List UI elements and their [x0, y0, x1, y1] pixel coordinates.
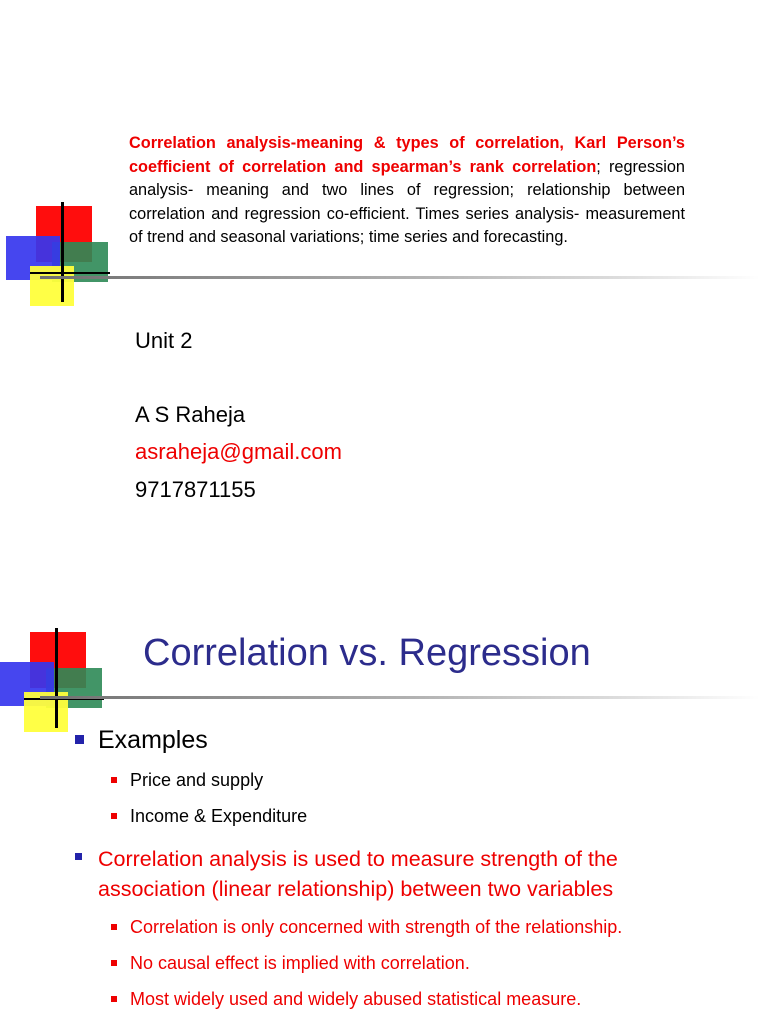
- syllabus-highlight: Correlation analysis-meaning & types of correlation, Karl Person’s coefficient of correlation and spearman’s rank correlation: [129, 134, 685, 176]
- bullet-examples: Examples: [98, 726, 208, 754]
- sub-bullet-item: Most widely used and widely abused statistical measure.: [130, 989, 582, 1009]
- author-phone: 9717871155: [135, 477, 256, 502]
- author-name: A S Raheja: [135, 402, 246, 427]
- divider-line: [40, 696, 760, 699]
- squares-logo-icon: [6, 206, 116, 316]
- bullet-square-icon: [75, 735, 84, 744]
- sub-bullet-item: Income & Expenditure: [130, 806, 308, 826]
- sub-bullet-item: No causal effect is implied with correlation.: [130, 953, 470, 973]
- sub-bullet-icon: [111, 813, 117, 819]
- sub-bullet-icon: [111, 777, 117, 783]
- sub-bullet-item: Price and supply: [130, 770, 264, 790]
- syllabus-text: [129, 132, 685, 250]
- bullet-correlation-line2: association (linear relationship) between two variables: [98, 877, 614, 901]
- author-email[interactable]: asraheja@gmail.com: [135, 439, 342, 464]
- slide-title: Correlation vs. Regression: [143, 632, 591, 674]
- squares-logo-icon: [0, 632, 110, 742]
- sub-bullet-icon: [111, 960, 117, 966]
- slide-2: [0, 580, 768, 1024]
- bullet-square-icon: [75, 853, 82, 860]
- bullet-correlation-line1: Correlation analysis is used to measure strength of the: [98, 847, 618, 871]
- syllabus-rest: ; regression analysis- meaning and two lines of regression; relationship between correlation and regression co-efficient. Times series analysis- measurement of trend and seasonal variations; time series and forecasting.: [129, 157, 685, 246]
- sub-bullet-icon: [111, 996, 117, 1002]
- sub-bullet-item: Correlation is only concerned with strength of the relationship.: [130, 917, 623, 937]
- divider-line: [40, 276, 760, 279]
- unit-label: Unit 2: [135, 328, 193, 353]
- sub-bullet-icon: [111, 924, 117, 930]
